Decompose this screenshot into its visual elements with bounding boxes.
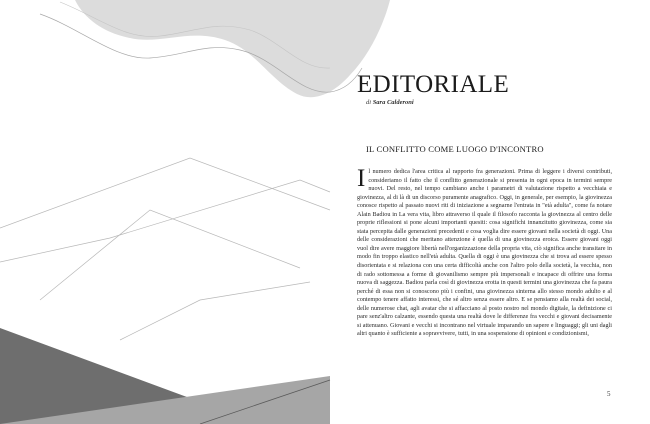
article-subtitle: IL CONFLITTO COME LUOGO D'INCONTRO (366, 144, 544, 154)
page-number: 5 (607, 390, 611, 398)
article-body (357, 165, 612, 339)
byline (366, 99, 414, 106)
author-name: Sara Calderoni (372, 99, 414, 106)
page-title: EDITORIALE (357, 71, 510, 98)
drop-cap: I (357, 165, 366, 192)
byline-prefix: di (366, 99, 372, 106)
zigzag-lines (0, 158, 330, 340)
article-body-text: l numero dedica l'area critica al rapporto fra generazioni. Prima di leggere i diversi contributi, consideriamo il fatto che il conflitto generazionale si presenta in ogni epoca in termini sempre nuovi. Del resto, nel tempo cambiano anche i parametri di valutazione rispetto a vecchiaia e giovinezza, al di là di un discorso puramente anagrafico. Oggi, in generale, per esempio, la giovinezza conosce rispetto al passato nuovi riti di iniziazione a segnarne l'entrata in "età adulta", come fa notare Alain Badiou in La vera vita, libro attraverso il quale il filosofo racconta la giovinezza al centro delle proprie riflessioni si pone alcuni importanti quesiti: cosa significhi innanzitutto giovinezza, come sia stata percepita dalle generazioni precedenti e cosa voglia dire essere giovani nella società di oggi. Una delle considerazioni che meritano attenzione è quella di una giovinezza eroica. Essere giovani oggi vuol dire avere maggiore libertà nell'organizzazione della propria vita, ciò significa anche transitare in modo fin troppo elastico nell'età adulta. Quella di oggi è una giovinezza che si trova ad essere spesso disorientata e si relaziona con una certa difficoltà anche con l'altro polo della società, la vecchia, non di rado sottomessa a forme di giovanilismo sempre più impersonali e incapace di offrire una forma nuova di saggezza. Badiou parla così di giovinezza erotta in questi termini una giovinezza che fa paura perché di essa non si conoscono più i confini, una giovinezza sinterna allo stesso mondo adulto e al contempo tenere affatto interessi, che sé altro senza essere altro. E se pensiamo alla realtà dei social, delle numerose chat, agli avatar che si affacciano al posto nostro nel mondo digitale, la definizione ci pare senz'altro calzante, essendo questa una realtà dove le differenze fra vecchi e giovani decisamente si attenuano. Giovani e vecchi si incontrano nel virtuale imparando un sapere e linguaggi; gli uni dagli altri quanto è sufficiente a sopravvivere, tutti, in una sospensione di opinioni e condizionismi, (357, 168, 612, 338)
